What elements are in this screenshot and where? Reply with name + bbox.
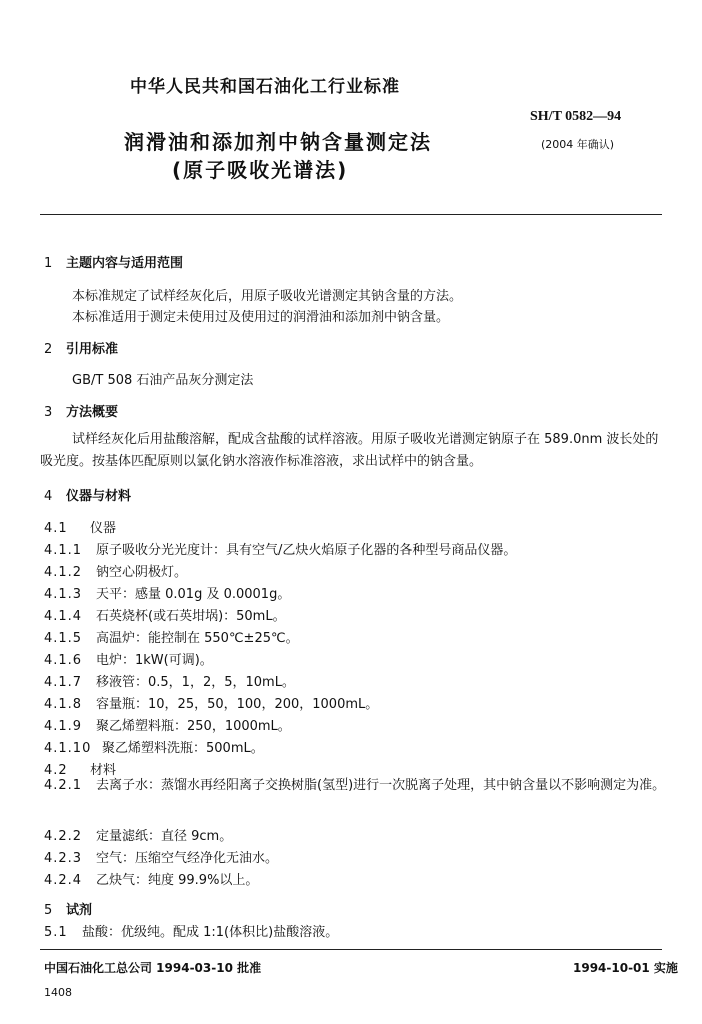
section-number: 3 [44, 405, 53, 420]
item-number: 4.1.7 [44, 675, 83, 690]
list-item [44, 671, 295, 690]
item-text: 材料 [90, 763, 117, 778]
section-title: 试剂 [66, 903, 93, 918]
item-text: 容量瓶：10，25，50，100，200，1000mL。 [96, 697, 379, 712]
item-text: 盐酸：优级纯。配成 1:1(体积比)盐酸溶液。 [82, 925, 339, 940]
document-title: 润滑油和添加剂中钠含量测定法 [124, 130, 432, 154]
item-text: 空气：压缩空气经净化无油水。 [96, 851, 279, 866]
item-number: 4.1.3 [44, 587, 83, 602]
list-item [44, 627, 299, 646]
item-number: 4.1.8 [44, 697, 83, 712]
list-item [44, 869, 258, 888]
section-1-paragraph-1: 本标准规定了试样经灰化后，用原子吸收光谱测定其钠含量的方法。 [72, 289, 463, 304]
list-item [44, 539, 516, 558]
section-5-heading [44, 899, 92, 918]
approval-line: 中国石油化工总公司 1994-03-10 批准 [44, 961, 262, 975]
item-text: 聚乙烯塑料洗瓶：500mL。 [102, 741, 264, 756]
item-number: 4.1.5 [44, 631, 83, 646]
item-number: 5.1 [44, 925, 68, 940]
section-number: 5 [44, 903, 53, 918]
item-text: 仪器 [90, 521, 117, 536]
list-item [44, 825, 232, 844]
item-text: 聚乙烯塑料瓶：250，1000mL。 [96, 719, 291, 734]
section-2-paragraph: GB/T 508 石油产品灰分测定法 [72, 373, 254, 388]
item-number: 4.1.6 [44, 653, 83, 668]
standard-code: SH/T 0582—94 [530, 109, 622, 124]
item-number: 4.2.1 [44, 778, 83, 793]
item-number: 4.2.4 [44, 873, 83, 888]
item-number: 4.1.2 [44, 565, 83, 580]
section-number: 1 [44, 256, 53, 271]
item-text: 石英烧杯(或石英坩埚)：50mL。 [96, 609, 286, 624]
list-item [44, 921, 338, 940]
section-3-paragraph: 试样经灰化后用盐酸溶解，配成含盐酸的试样溶液。用原子吸收光谱测定钠原子在 589.0nm 波长处的吸光度。按基体匹配原则以氯化钠水溶液作标准溶液，求出试样中的钠含量。 [40, 432, 659, 469]
item-number: 4.2 [44, 763, 68, 778]
list-item [44, 517, 116, 536]
list-item [44, 693, 378, 712]
section-1-heading [44, 252, 183, 271]
header-divider [40, 214, 662, 215]
confirmation-note: (2004 年确认) [541, 138, 615, 151]
item-text: 去离子水：蒸馏水再经阳离子交换树脂(氢型)进行一次脱离子处理，其中钠含量以不影响测定为准。 [96, 778, 666, 793]
item-text: 乙炔气：纯度 99.9%以上。 [96, 873, 259, 888]
list-item [44, 847, 278, 866]
list-item [44, 583, 290, 602]
item-number: 4.1.10 [44, 741, 92, 756]
item-number: 4.1.4 [44, 609, 83, 624]
list-item [44, 649, 213, 668]
item-text: 天平：感量 0.01g 及 0.0001g。 [96, 587, 291, 602]
item-text: 移液管：0.5，1，2，5，10mL。 [96, 675, 295, 690]
item-number: 4.1.1 [44, 543, 83, 558]
section-title: 主题内容与适用范围 [66, 256, 184, 271]
section-number: 4 [44, 489, 53, 504]
list-item [44, 561, 187, 580]
page-number: 1408 [44, 986, 72, 999]
item-number: 4.2.3 [44, 851, 83, 866]
section-3-heading [44, 401, 118, 420]
section-title: 方法概要 [66, 405, 119, 420]
list-item [44, 715, 291, 734]
document-subtitle: (原子吸收光谱法) [172, 158, 349, 182]
list-item [44, 605, 286, 624]
standard-category-title: 中华人民共和国石油化工行业标准 [130, 77, 400, 97]
item-text: 定量滤纸：直径 9cm。 [96, 829, 233, 844]
section-number: 2 [44, 342, 53, 357]
item-text: 电炉：1kW(可调)。 [96, 653, 213, 668]
list-item [44, 737, 264, 756]
list-item [40, 775, 666, 797]
section-1-paragraph-2: 本标准适用于测定未使用过及使用过的润滑油和添加剂中钠含量。 [72, 310, 450, 325]
item-text: 原子吸收分光光度计：具有空气/乙炔火焰原子化器的各种型号商品仪器。 [96, 543, 517, 558]
item-number: 4.1 [44, 521, 68, 536]
section-4-heading [44, 485, 131, 504]
footer-divider [40, 949, 662, 950]
item-text: 钠空心阴极灯。 [96, 565, 188, 580]
item-number: 4.1.9 [44, 719, 83, 734]
effective-date: 1994-10-01 实施 [573, 961, 678, 975]
item-text: 高温炉：能控制在 550℃±25℃。 [96, 631, 299, 646]
item-number: 4.2.2 [44, 829, 83, 844]
section-2-heading [44, 338, 118, 357]
section-title: 引用标准 [66, 342, 119, 357]
section-title: 仪器与材料 [66, 489, 132, 504]
